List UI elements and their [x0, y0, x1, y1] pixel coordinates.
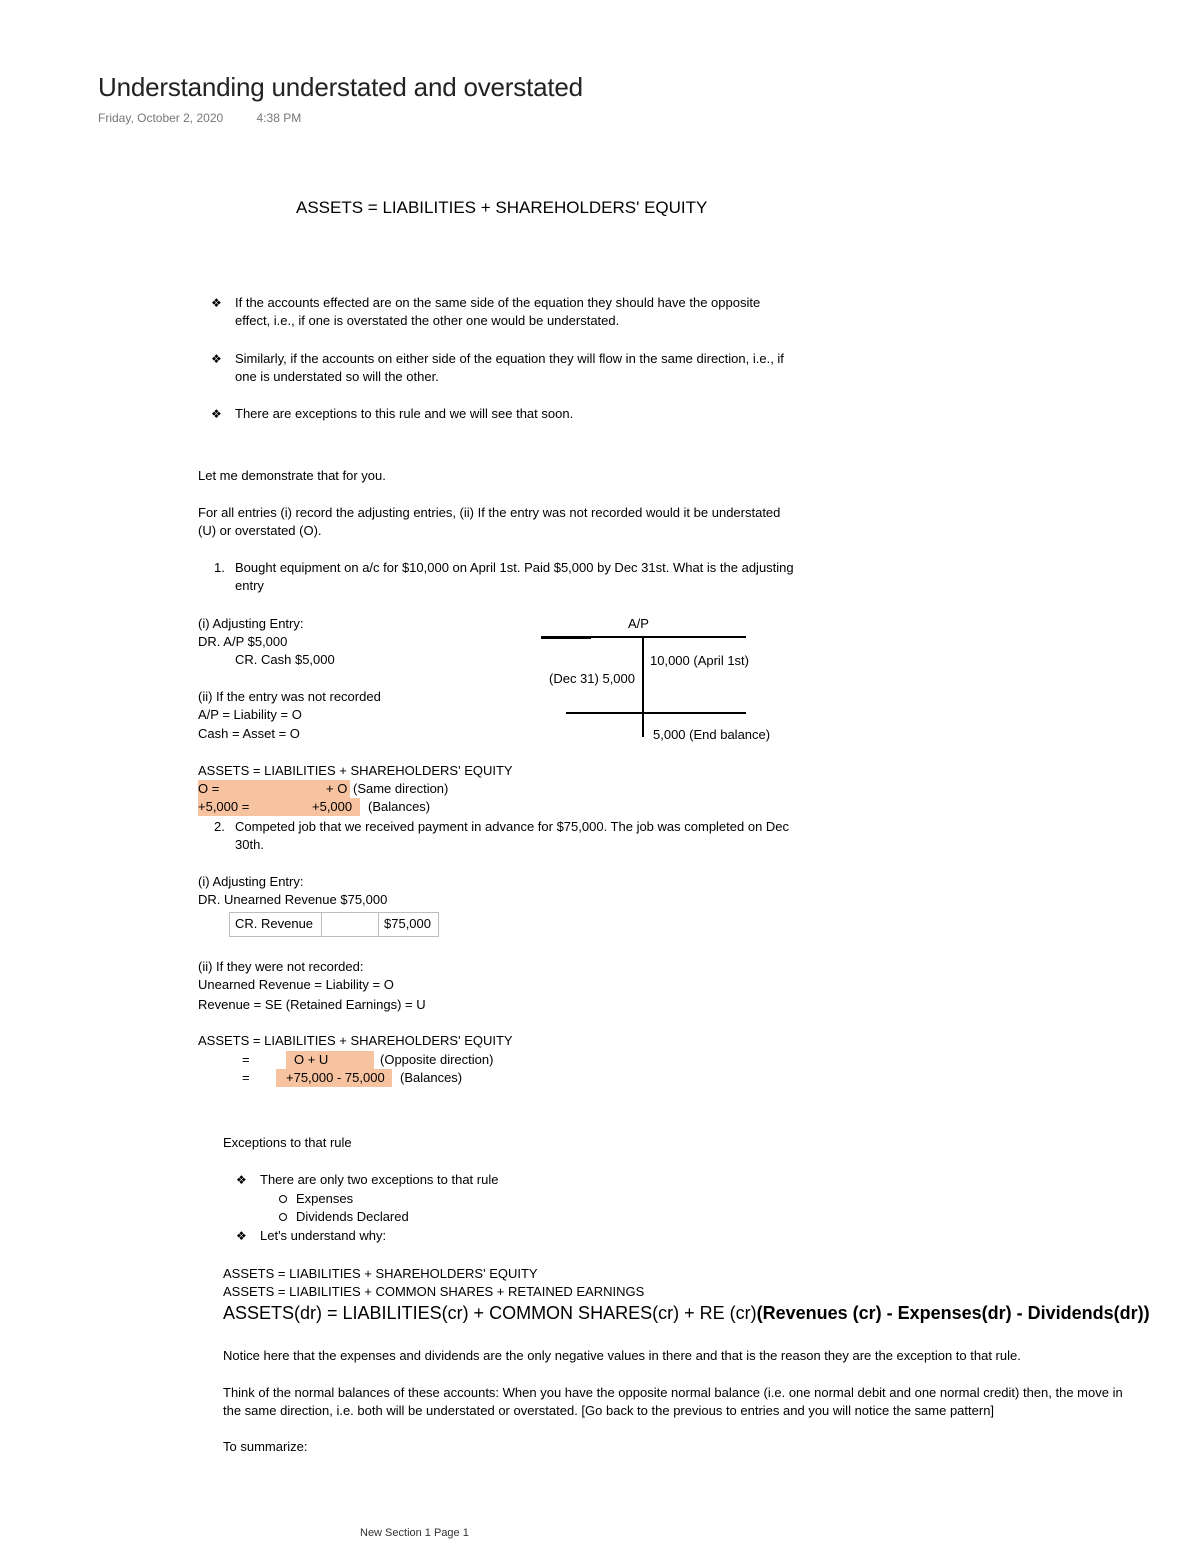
example-1-line-1: Bought equipment on a/c for $10,000 on April 1st. Paid $5,000 by Dec 31st. What is the adjusting — [235, 560, 794, 575]
circle-bullet-icon — [279, 1195, 287, 1203]
example-1-adj-label: (i) Adjusting Entry: — [198, 616, 304, 631]
circle-bullet-icon — [279, 1213, 287, 1221]
exceptions-sub-2-text: Dividends Declared — [296, 1209, 409, 1224]
example-1-equation: ASSETS = LIABILITIES + SHAREHOLDERS' EQUITY — [198, 763, 513, 778]
example-2-equation: ASSETS = LIABILITIES + SHAREHOLDERS' EQUITY — [198, 1033, 513, 1048]
example-2-not-recorded: (ii) If they were not recorded: — [198, 959, 364, 974]
example-2-line-1: Competed job that we received payment in advance for $75,000. The job was completed on Dec — [235, 819, 790, 834]
intro-text: Let me demonstrate that for you. — [198, 468, 386, 483]
example-2-number: 2. — [214, 819, 225, 834]
diamond-bullet-icon: ❖ — [211, 352, 222, 366]
example-1-dr: DR. A/P $5,000 — [198, 634, 288, 649]
table-cell-cr-amount: $75,000 — [378, 912, 439, 937]
example-1-row-1-right: + O — [326, 781, 348, 796]
example-1-row-1-note: (Same direction) — [353, 781, 449, 796]
example-2-dr: DR. Unearned Revenue $75,000 — [198, 892, 388, 907]
exceptions-eq-3 — [223, 1303, 1150, 1324]
page-meta — [98, 111, 301, 125]
exceptions-eq-3-main: ASSETS(dr) = LIABILITIES(cr) + COMMON SHARES(cr) + RE (cr) — [223, 1303, 757, 1323]
example-2-row-2-highlight: +75,000 - 75,000 — [276, 1069, 392, 1087]
exceptions-think-line-2: the same direction, i.e. both will be understated or overstated. [Go back to the previous to entries and you will notice the same pattern] — [223, 1403, 995, 1418]
page-time: 4:38 PM — [256, 111, 302, 125]
exceptions-heading: Exceptions to that rule — [223, 1135, 352, 1150]
exceptions-sub-1-text: Expenses — [296, 1191, 354, 1206]
example-1-cash: Cash = Asset = O — [198, 726, 300, 741]
example-2-row-1-eq: = — [242, 1052, 250, 1067]
example-2-revenue: Revenue = SE (Retained Earnings) = U — [198, 997, 426, 1012]
table-cell-empty — [321, 912, 379, 937]
instructions-line-2: (U) or overstated (O). — [198, 523, 322, 538]
exceptions-notice: Notice here that the expenses and dividends are the only negative values in there and that is the reason they are the exception to that rule. — [223, 1348, 1021, 1363]
example-1-row-2-highlight — [198, 798, 360, 816]
example-1-row-1-left: O = — [198, 781, 220, 796]
diamond-bullet-icon: ❖ — [211, 407, 222, 421]
example-2-row-2-note: (Balances) — [400, 1070, 463, 1085]
rule-3-line-1: There are exceptions to this rule and we will see that soon. — [235, 406, 574, 421]
exceptions-bullet-1-text: There are only two exceptions to that rule — [260, 1172, 499, 1187]
diamond-bullet-icon: ❖ — [236, 1229, 247, 1243]
example-1-number: 1. — [214, 560, 225, 575]
example-2-row-1-note: (Opposite direction) — [380, 1052, 494, 1067]
diamond-bullet-icon: ❖ — [211, 296, 222, 310]
t-account-title: A/P — [628, 616, 649, 631]
page-title: Understanding understated and overstated — [98, 72, 583, 102]
t-account-debit: (Dec 31) 5,000 — [549, 671, 635, 686]
example-2-row-2-eq: = — [242, 1070, 250, 1085]
example-1-cr: CR. Cash $5,000 — [235, 652, 335, 667]
rule-1-line-1: If the accounts effected are on the same side of the equation they should have the opposite — [235, 295, 761, 310]
exceptions-think-line-1: Think of the normal balances of these accounts: When you have the opposite normal balance (i.e. one normal debit and one normal credit) then, the move in — [223, 1385, 1123, 1400]
example-1-row-2-right: +5,000 — [312, 799, 353, 814]
instructions-line-1: For all entries (i) record the adjusting entries, (ii) If the entry was not recorded would it be understated — [198, 505, 781, 520]
example-2-row-1-highlight: O + U — [286, 1051, 374, 1069]
t-account-credit: 10,000 (April 1st) — [650, 653, 749, 668]
t-account-balance-line — [566, 712, 746, 714]
example-2-line-2: 30th. — [235, 837, 264, 852]
rule-2-line-1: Similarly, if the accounts on either side of the equation they will flow in the same direction, i.e., if — [235, 351, 784, 366]
example-2-unearned: Unearned Revenue = Liability = O — [198, 977, 394, 992]
rule-1-line-2: effect, i.e., if one is overstated the other one would be understated. — [235, 313, 620, 328]
page-date: Friday, October 2, 2020 — [98, 111, 224, 125]
accounting-equation: ASSETS = LIABILITIES + SHAREHOLDERS' EQUITY — [296, 198, 708, 217]
exceptions-eq-3-re: (Revenues (cr) - Expenses(dr) - Dividends(dr)) — [756, 1303, 1150, 1323]
exceptions-eq-1: ASSETS = LIABILITIES + SHAREHOLDERS' EQUITY — [223, 1266, 538, 1281]
example-1-row-2-left: +5,000 = — [198, 799, 250, 814]
exceptions-bullet-2-text: Let's understand why: — [260, 1228, 387, 1243]
page-footer: New Section 1 Page 1 — [360, 1527, 469, 1539]
example-1-row-1-highlight — [198, 780, 350, 798]
example-1-row-2-note: (Balances) — [368, 799, 431, 814]
t-account-top-line-thick — [541, 636, 591, 639]
exceptions-eq-2: ASSETS = LIABILITIES + COMMON SHARES + RETAINED EARNINGS — [223, 1284, 645, 1299]
example-2-adj-label: (i) Adjusting Entry: — [198, 874, 304, 889]
rule-2-line-2: one is understated so will the other. — [235, 369, 439, 384]
example-1-ap: A/P = Liability = O — [198, 707, 302, 722]
example-1-not-recorded: (ii) If the entry was not recorded — [198, 689, 381, 704]
table-cell-cr-label: CR. Revenue — [229, 912, 322, 937]
t-account-vertical-line — [642, 637, 644, 737]
exceptions-summary: To summarize: — [223, 1439, 308, 1454]
example-1-line-2: entry — [235, 578, 264, 593]
t-account-balance: 5,000 (End balance) — [653, 727, 771, 742]
diamond-bullet-icon: ❖ — [236, 1173, 247, 1187]
